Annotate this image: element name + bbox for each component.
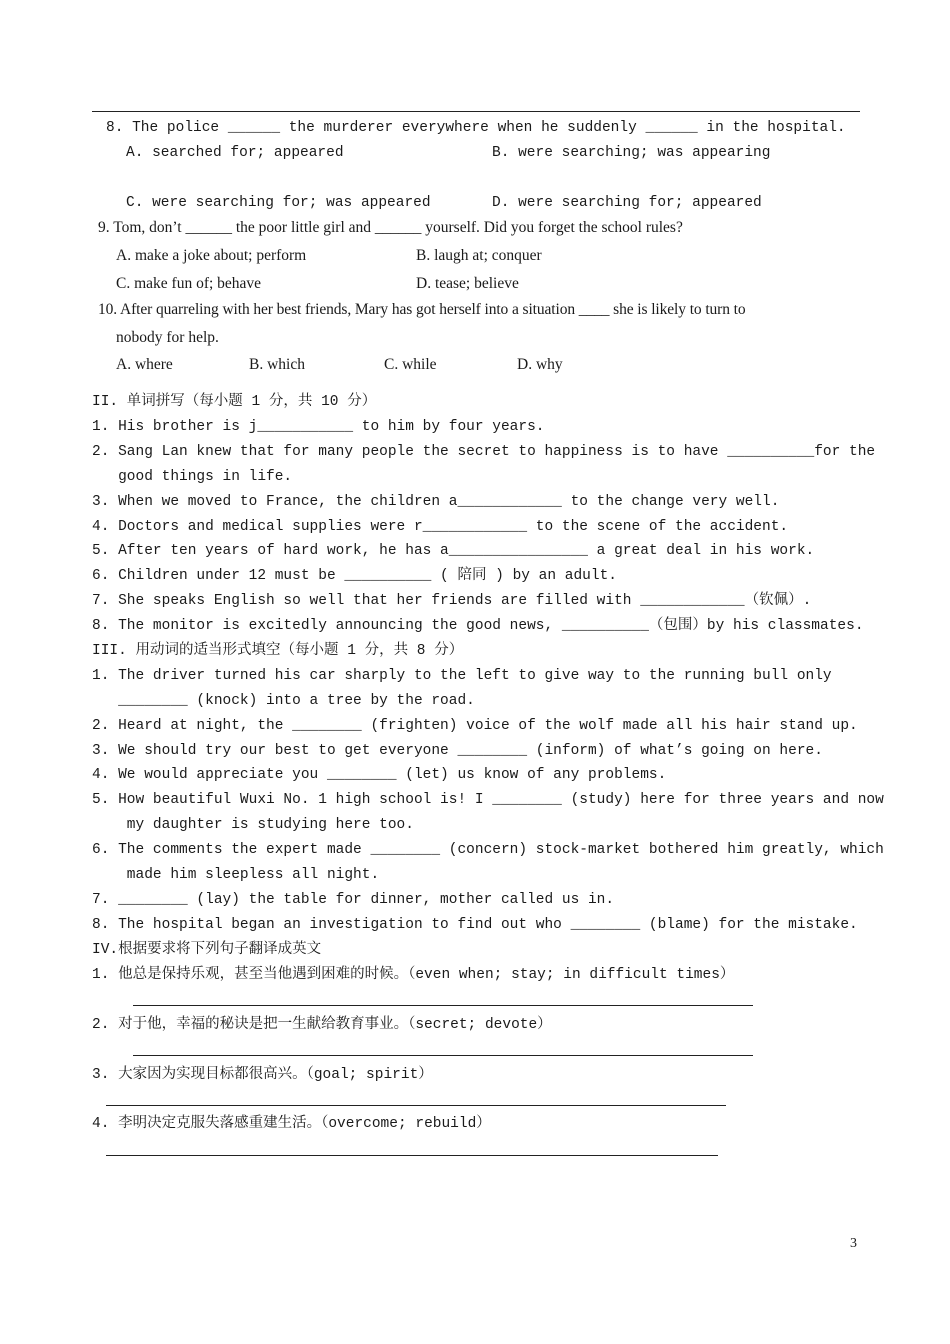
q8-option-c: C. were searching for; was appeared — [126, 195, 431, 211]
s4-item-1: 1. 他总是保持乐观，甚至当他遇到困难的时候。（even when; stay; in difficult times） — [92, 967, 735, 983]
q10-stem-line2: nobody for help. — [116, 329, 219, 346]
q9-stem: 9. Tom, don’t ______ the poor little girl and ______ yourself. Did you forget the school rules? — [98, 219, 683, 236]
s3-item-3: 3. We should try our best to get everyone ________ (inform) of what’s going on here. — [92, 743, 823, 759]
q8-option-b: B. were searching; was appearing — [492, 145, 771, 161]
s3-item-6: 6. The comments the expert made ________ (concern) stock-market bothered him greatly, which — [92, 842, 884, 858]
s3-item-5: 5. How beautiful Wuxi No. 1 high school is! I ________ (study) here for three years and now — [92, 792, 884, 808]
s2-item-2: 2. Sang Lan knew that for many people the secret to happiness is to have __________for the — [92, 444, 876, 460]
s2-item-4: 4. Doctors and medical supplies were r____________ to the scene of the accident. — [92, 519, 789, 535]
s3-item-6-cont: made him sleepless all night. — [92, 867, 380, 883]
q10-stem-line1: 10. After quarreling with her best friends, Mary has got herself into a situation ____ she is likely to turn to — [98, 301, 746, 318]
s2-item-5: 5. After ten years of hard work, he has a________________ a great deal in his work. — [92, 543, 815, 559]
q9-option-b: B. laugh at; conquer — [416, 247, 542, 264]
page-number: 3 — [850, 1236, 857, 1251]
q9-option-d: D. tease; believe — [416, 275, 519, 292]
section4-heading: IV.根据要求将下列句子翻译成英文 — [92, 942, 322, 958]
answer-line-3[interactable] — [106, 1105, 726, 1106]
s2-item-1: 1. His brother is j___________ to him by four years. — [92, 419, 545, 435]
answer-line-1[interactable] — [133, 1005, 753, 1006]
s4-item-4: 4. 李明决定克服失落感重建生活。（overcome; rebuild） — [92, 1116, 491, 1132]
q10-option-c: C. while — [384, 356, 437, 373]
s3-item-5-cont: my daughter is studying here too. — [92, 817, 414, 833]
q10-option-b: B. which — [249, 356, 305, 373]
s3-item-1: 1. The driver turned his car sharply to the left to give way to the running bull only — [92, 668, 832, 684]
q10-option-d: D. why — [517, 356, 563, 373]
section2-heading: II. 单词拼写（每小题 1 分，共 10 分） — [92, 394, 377, 410]
q8-stem: 8. The police ______ the murderer everywhere when he suddenly ______ in the hospital. — [106, 120, 846, 136]
answer-line-4[interactable] — [106, 1155, 718, 1156]
q8-option-d: D. were searching for; appeared — [492, 195, 762, 211]
q10-option-a: A. where — [116, 356, 173, 373]
top-rule — [92, 111, 860, 112]
q8-option-a: A. searched for; appeared — [126, 145, 344, 161]
q9-option-a: A. make a joke about; perform — [116, 247, 307, 264]
answer-line-2[interactable] — [133, 1055, 753, 1056]
s2-item-7: 7. She speaks English so well that her friends are filled with ____________（钦佩）. — [92, 593, 812, 609]
s4-item-2: 2. 对于他，幸福的秘诀是把一生献给教育事业。（secret; devote） — [92, 1017, 552, 1033]
s2-item-8: 8. The monitor is excitedly announcing the good news, __________（包围）by his classmates. — [92, 618, 864, 634]
section3-heading: III. 用动词的适当形式填空（每小题 1 分，共 8 分） — [92, 643, 464, 659]
s3-item-4: 4. We would appreciate you ________ (let) us know of any problems. — [92, 767, 667, 783]
s2-item-6: 6. Children under 12 must be __________ ( 陪同 ) by an adult. — [92, 568, 617, 584]
s3-item-7: 7. ________ (lay) the table for dinner, mother called us in. — [92, 892, 615, 908]
s4-item-3: 3. 大家因为实现目标都很高兴。（goal; spirit） — [92, 1067, 433, 1083]
s3-item-1-cont: ________ (knock) into a tree by the road. — [92, 693, 475, 709]
s3-item-8: 8. The hospital began an investigation to find out who ________ (blame) for the mistake. — [92, 917, 858, 933]
s2-item-2-cont: good things in life. — [92, 469, 293, 485]
q9-option-c: C. make fun of; behave — [116, 275, 262, 292]
s3-item-2: 2. Heard at night, the ________ (frighten) voice of the wolf made all his hair stand up. — [92, 718, 858, 734]
s2-item-3: 3. When we moved to France, the children a____________ to the change very well. — [92, 494, 780, 510]
